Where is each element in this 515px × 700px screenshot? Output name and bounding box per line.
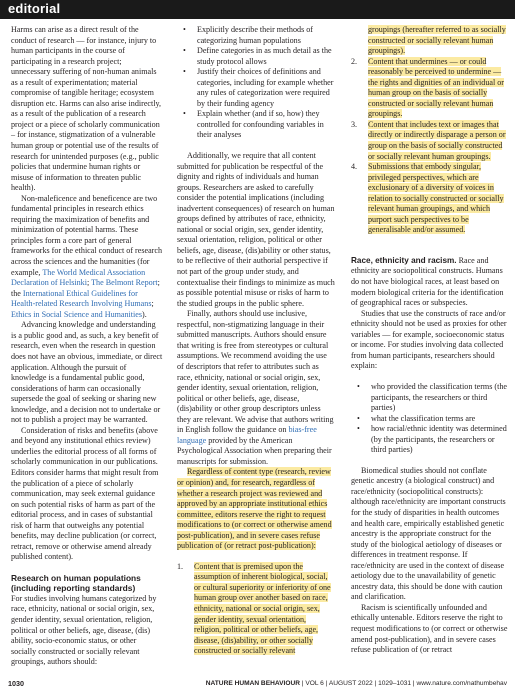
journal-name: NATURE HUMAN BEHAVIOUR [205,680,301,687]
list-item: • how racial/ethnic identity was determined (by the participants, the researchers or third parties) [351,424,510,456]
text-run: provided by the American Psychological Association when preparing their manuscripts for submission. [177,435,332,466]
paragraph: Biomedical studies should not conflate genetic ancestry (a biological construct) and race/ethnicity (sociopolitical constructs): although race/ethnicity are important constructs for the study of disparities in health outcomes and health care, empirically established genetic ancestry is the appropriate construct for the study of the biological aetiology of diseases or differences in treatment response. If race/ethnicity are used in the context of disease aetiology due to the unavailability of genetic ancestry data, this should be done with caution and clarification. [351,465,506,602]
paragraph: Studies that use the constructs of race and/or ethnicity should not be used as proxies for other variables — for example, socioeconomic status or income. For studies involving data collected from human participants, researchers should explain: [351,308,507,371]
text-run: Non-maleficence and beneficence are two fundamental principles in research ethics requiring the maximization of benefits and minimization of potential harms. These principles form a core part of general frameworks for the ethical conduct of research across the sciences and the humanities (for example, [11,193,163,277]
list-item [177,562,335,657]
text-run: ; the [11,278,160,298]
highlight: Regardless of content type (research, review or opinion) and, for research, regardless of whether a research project was reviewed and approved by an appropriate institutional ethics committee, editors reserve the right to request modifications to (or correct or otherwise amend post-publication), and in severe cases refuse publication of (or retract post-publication): [177,467,332,551]
list-item: • Explicitly describe their methods of categorizing human populations [177,25,335,46]
list-item [351,120,510,162]
link-ethics-in-social-science[interactable]: Ethics in Social Science and Humanities [11,309,143,319]
bullet-list [177,25,335,141]
paragraph: Advancing knowledge and understanding is a public good and, as such, a key benefit of research, even when the research in question does not have an obvious, immediate, or direct application. Although the pursuit of knowledge is a fundamental public good, considerations of harm can occasionally supersede the goal of seeking or sharing new knowledge, and a decision not to undertake or not to publish a project may be warranted. [11,320,163,425]
list-item: • Explain whether (and if so, how) they controlled for confounding variables in their analyses [177,109,335,141]
journal-info [206,677,507,691]
paragraph: Additionally, we require that all content submitted for publication be respectful of the dignity and rights of individuals and human groups. Researchers are asked to carefully consider the potential implications (including inadvertent consequences) of research on human groups defined by attributes of race, ethnicity, national or social origin, sex, gender identity, sexual orientation, religion, political or other beliefs, age, disease, (dis)ability or other status, to be reflective of their authorial perspective if not part of the group under study, and contextualise their findings to minimize as much as possible potential misuse or risks of harm to the studied groups in the public sphere. [177,151,335,308]
paragraph [11,194,163,321]
numbered-list [351,25,510,236]
list-item: • Define categories in as much detail as the study protocol allows [177,46,335,67]
paragraph [177,309,335,467]
highlight: groupings (hereafter referred to as socially constructed or socially relevant human groupings). [368,25,506,56]
paragraph-highlighted [177,467,335,551]
list-item [351,57,510,120]
column-3 [351,25,510,656]
text-run: Race and ethnicity are sociopolitical constructs. Humans do not have biological races, at least based on modern biological criteria for the identification of geographical races or subspecies. [351,255,504,308]
column-1 [11,25,163,668]
link-bias-free-language[interactable]: bias-free language [177,425,317,445]
link-belmont-report[interactable]: The Belmont Report [91,278,158,288]
list-item: • what the classification terms are [351,414,510,425]
text-run: ). [142,309,147,319]
paragraph: For studies involving humans categorized by race, ethnicity, national or social origin, sex, gender identity, sexual orientation, religion, political or other beliefs, age, disease, (dis) ability, socio-economic status, or other socially constructed or socially relevant groupings, authors should: [11,593,157,667]
numbered-list [177,562,335,657]
page-number: 1030 [8,679,24,688]
link-declaration-of-helsinki[interactable]: The World Medical Association Declaration of Helsinki [11,267,146,288]
highlight: Submissions that embody singular, privileged perspectives, which are exclusionary of a diversity of voices in relation to socially constructed or socially relevant human groupings, and which purport such perspectives to be generalisable and/or assumed. [368,162,504,235]
bullet-list [351,382,510,456]
list-item [351,162,510,236]
list-item-continued [351,25,510,57]
link-international-ethical-guidelines[interactable]: International Ethical Guidelines for Health-related Research Involving Humans [11,288,152,309]
paragraph [351,256,510,309]
paragraph: Harms can arise as a direct result of the conduct of research — for instance, injury to human participants in the course of participating in a research project; unnecessary suffering of non-human animals as a result of experimentation; material compromise of tangible heritage; ecosystem disruption etc. Harms can also arise indirectly, as a result of the publication of a research project or a piece of scholarly communication – for instance, stigmatization of a vulnerable human group or potential use of the results of research for unintended purposes (e.g., public policies that undermine human rights or misuse of information to threaten public health). [11,25,162,193]
list-number: 3. [351,119,358,129]
section-header-bar [0,0,515,19]
text-run: ; [86,278,92,288]
highlight: Content that is premised upon the assumption of inherent biological, social, or cultural superiority or inferiority of one human group over another based on race, ethnicity, national or social origin, sex, gender identity, sexual orientation, religion, political or other beliefs, age, disease, (dis)ability, or other socially constructed or socially relevant [194,561,331,656]
paragraph: Racism is scientifically unfounded and ethically untenable. Editors reserve the right to request modifications to (or correct or otherwise amend post-publication), and in severe cases refuse publication of (or retract [351,602,508,655]
column-2 [177,25,335,657]
list-number: 4. [351,162,358,172]
text-run: Finally, authors should use inclusive, respectful, non-stigmatizing language in their submitted manuscripts. Authors should ensure that writing is free from stereotypes or cultural assumptions. We recommend avoiding the use of descriptors that refer to attributes such as race, ethnicity, national or social origin, sex, gender identity, sexual orientation, religion, political or other beliefs, age, disease, (dis)ability or other group descriptors unless they are relevant. We advise that authors writing in English follow the guidance on [177,309,334,435]
run-in-heading: Race, ethnicity and racism. [351,255,457,265]
paragraph: Consideration of risks and benefits (above and beyond any institutional ethics review) underlies the editorial process of all forms of scholarly communication in our publications. Editors consider harms that might result from the publication of a piece of scholarly communication, may seek external guidance on such potential risks of harm as part of the editorial process, and in cases of substantial risk of harm that outweighs any potential benefits, may decline publication (or correct, retract, remove or otherwise amend already published content). [11,425,159,562]
page-footer [8,677,507,691]
list-item: • who provided the classification terms (the participants, the researchers or third parties) [351,382,510,414]
list-number: 1. [177,561,184,571]
section-label: editorial [8,1,61,16]
issue-info: | VOL 6 | AUGUST 2022 | 1029–1031 | www.nature.com/nathumbehav [300,680,507,687]
highlight: Content that includes text or images that directly or indirectly disparage a person or group on the basis of socially constructed or socially relevant human groupings. [368,119,506,161]
text-run: ; [151,299,154,309]
list-item: • Justify their choices of definitions and categories, including for example whether any rules of categorization were required by their funding agency [177,67,335,109]
list-number: 2. [351,56,358,66]
section-heading: Research on human populations (including reporting standards) [11,572,141,594]
highlight: Content that undermines — or could reasonably be perceived to undermine — the rights and dignities of an individual or human group on the basis of socially constructed or socially relevant human groupings. [368,56,504,119]
